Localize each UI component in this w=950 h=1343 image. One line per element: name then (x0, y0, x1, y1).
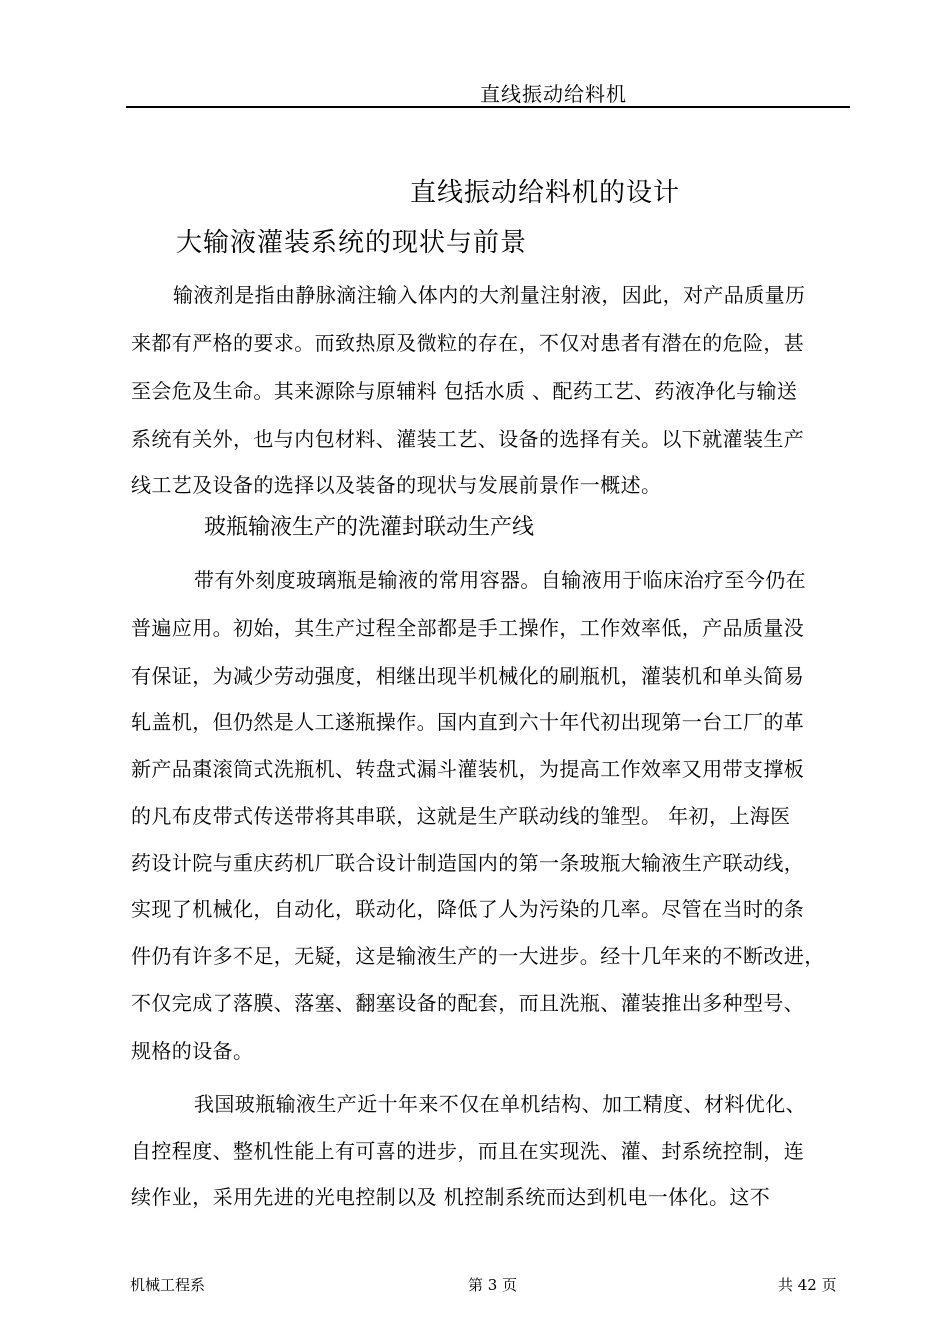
paragraph-2-line: 规格的设备。 (131, 1039, 254, 1063)
paragraph-2-line: 不仅完成了落膜、落塞、翻塞设备的配套，而且洗瓶、灌装推出多种型号、 (131, 991, 805, 1015)
header-divider (126, 106, 850, 108)
footer-page-number: 第 3 页 (468, 1276, 518, 1294)
paragraph-1-line: 输液剂是指由静脉滴注输入体内的大剂量注射液，因此，对产品质量历 (173, 283, 806, 307)
paragraph-1-line: 至会危及生命。其来源除与原辅料 包括水质 、配药工艺、药液净化与输送 (131, 379, 798, 403)
paragraph-2-line: 轧盖机，但仍然是人工遂瓶操作。国内直到六十年代初出现第一台工厂的革 (131, 710, 805, 734)
paragraph-1-line: 线工艺及设备的选择以及装备的现状与发展前景作一概述。 (131, 473, 662, 497)
paragraph-2-line: 新产品棗滚筒式洗瓶机、转盘式漏斗灌装机，为提高工作效率又用带支撑板 (131, 757, 805, 781)
document-title: 直线振动给料机的设计 (410, 178, 681, 208)
paragraph-3-line: 自控程度、整机性能上有可喜的进步，而且在实现洗、灌、封系统控制，连 (131, 1139, 805, 1163)
footer-total-pages: 共 42 页 (778, 1276, 837, 1294)
subsection-heading: 玻瓶输液生产的洗灌封联动生产线 (204, 515, 535, 540)
paragraph-2-line: 药设计院与重庆药机厂联合设计制造国内的第一条玻瓶大输液生产联动线， (131, 851, 805, 875)
paragraph-3-line: 续作业，采用先进的光电控制以及 机控制系统而达到机电一体化。这不 (131, 1185, 771, 1209)
footer-department: 机械工程系 (130, 1276, 206, 1294)
paragraph-1-line: 来都有严格的要求。而致热原及微粒的存在，不仅对患者有潜在的危险，甚 (131, 331, 805, 355)
paragraph-2-line: 的凡布皮带式传送带将其串联，这就是生产联动线的雏型。 年初，上海医 (131, 804, 791, 828)
paragraph-2-line: 实现了机械化，自动化，联动化，降低了人为污染的几率。尽管在当时的条 (131, 897, 805, 921)
paragraph-2-line: 件仍有许多不足，无疑，这是输液生产的一大进步。经十几年来的不断改进， (131, 944, 825, 968)
paragraph-1-line: 系统有关外，也与内包材料、灌装工艺、设备的选择有关。以下就灌装生产 (131, 427, 805, 451)
section-heading: 大输液灌装系统的现状与前景 (176, 228, 528, 258)
paragraph-2-line: 带有外刻度玻璃瓶是输液的常用容器。自输液用于临床治疗至今仍在 (194, 568, 806, 592)
paragraph-2-line: 普遍应用。初始，其生产过程全部都是手工操作，工作效率低，产品质量没 (131, 616, 805, 640)
paragraph-3-line: 我国玻瓶输液生产近十年来不仅在单机结构、加工精度、材料优化、 (194, 1092, 806, 1116)
running-header-title: 直线振动给料机 (480, 82, 627, 106)
paragraph-2-line: 有保证，为减少劳动强度，相继出现半机械化的刷瓶机，灌装机和单头简易 (131, 664, 805, 688)
